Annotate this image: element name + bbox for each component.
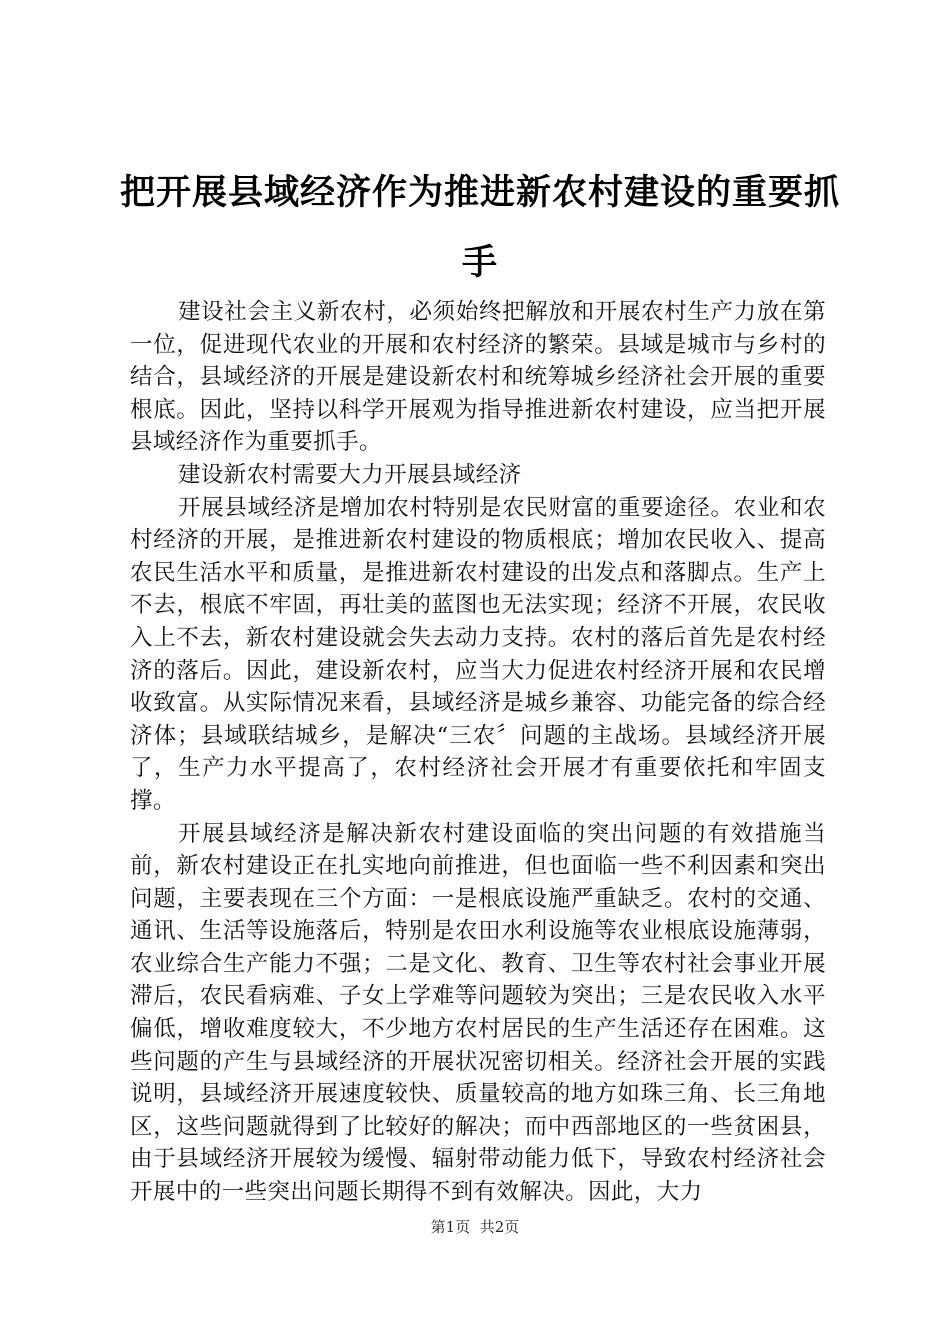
- paragraph-rural-income: 开展县域经济是增加农村特别是农民财富的重要途径。农业和农村经济的开展，是推进新农村建设的物质根底；增加农民收入、提高农民生活水平和质量，是推进新农村建设的出发点和落脚点。生产上不去，根底不牢固，再壮美的蓝图也无法实现；经济不开展，农民收入上不去，新农村建设就会失去动力支持。农村的落后首先是农村经济的落后。因此，建设新农村，应当大力促进农村经济开展和农民增收致富。从实际情况来看，县域经济是城乡兼容、功能完备的综合经济体；县域联结城乡，是解决“三农〞问题的主战场。县域经济开展了，生产力水平提高了，农村经济社会开展才有重要依托和牢固支撑。: [130, 494, 826, 814]
- page-number: 第1页: [430, 1218, 471, 1236]
- page-footer: [0, 1216, 950, 1237]
- document-body: [130, 296, 826, 1209]
- page-total: 共2页: [479, 1218, 520, 1236]
- paragraph-intro: 建设社会主义新农村，必须始终把解放和开展农村生产力放在第一位，促进现代农业的开展和农村经济的繁荣。县域是城市与乡村的结合，县域经济的开展是建设新农村和统筹城乡经济社会开展的重要根底。因此，坚持以科学开展观为指导推进新农村建设，应当把开展县域经济作为重要抓手。: [130, 299, 826, 456]
- paragraph-section-heading: 建设新农村需要大力开展县域经济: [178, 461, 522, 488]
- footer-separator: [470, 1218, 480, 1236]
- document-title: 把开展县域经济作为推进新农村建设的重要抓手: [120, 172, 841, 283]
- paragraph-problems: 开展县域经济是解决新农村建设面临的突出问题的有效措施当前，新农村建设正在扎实地向前推进，但也面临一些不利因素和突出问题，主要表现在三个方面：一是根底设施严重缺乏。农村的交通、通讯、生活等设施落后，特别是农田水利设施等农业根底设施薄弱，农业综合生产能力不强；二是文化、教育、卫生等农村社会事业开展滞后，农民看病难、子女上学难等问题较为突出；三是农民收入水平偏低，增收难度较大，不少地方农村居民的生产生活还存在困难。这些问题的产生与县域经济的开展状况密切相关。经济社会开展的实践说明，县域经济开展速度较快、质量较高的地方如珠三角、长三角地区，这些问题就得到了比较好的解决；而中西部地区的一些贫困县，由于县域经济开展较为缓慢、辐射带动能力低下，导致农村经济社会开展中的一些突出问题长期得不到有效解决。因此，大力: [130, 820, 826, 1206]
